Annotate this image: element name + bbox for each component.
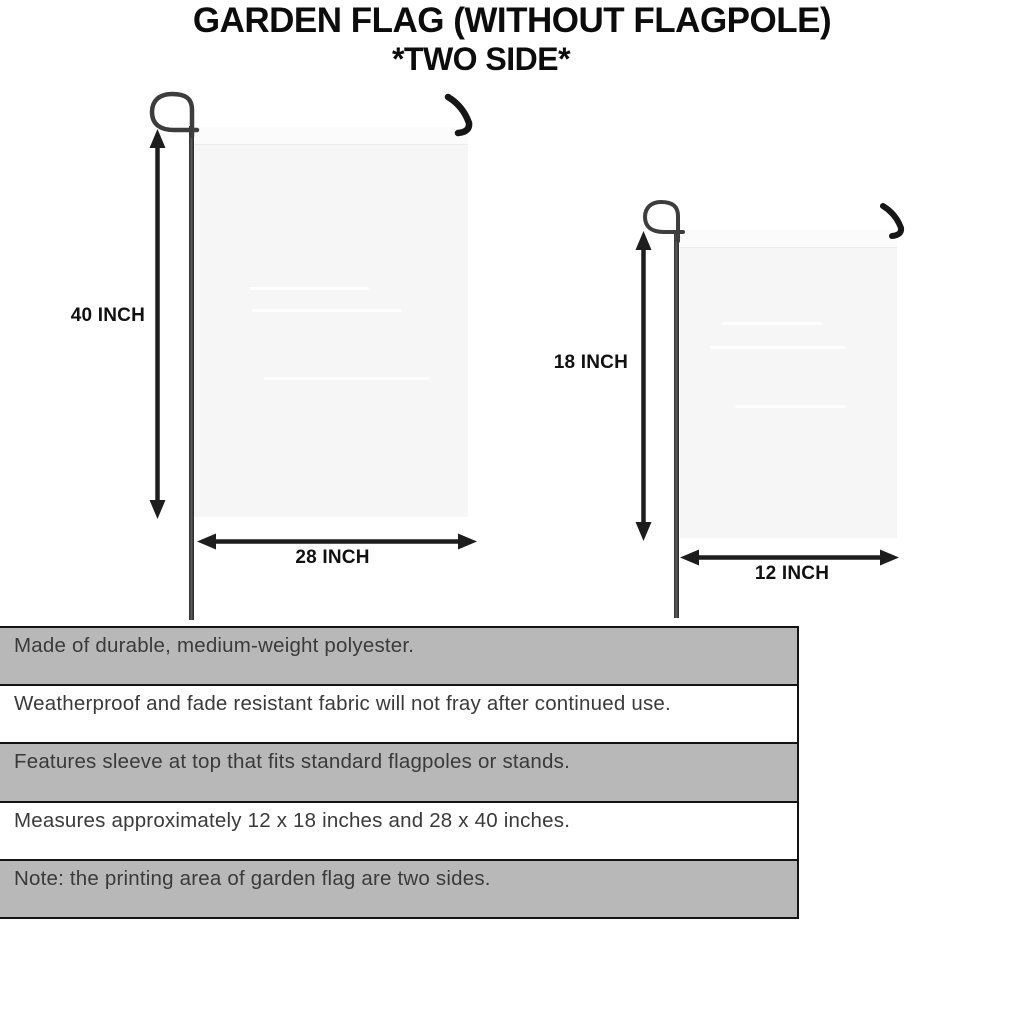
feature-text: Features sleeve at top that fits standard flagpoles or stands. xyxy=(14,750,570,774)
small-flag-hook-icon xyxy=(879,202,911,242)
feature-row xyxy=(0,684,797,742)
large-height-label: 40 INCH xyxy=(70,305,145,326)
large-flag-sleeve xyxy=(194,127,468,145)
feature-text: Weatherproof and fade resistant fabric will not fray after continued use. xyxy=(14,692,671,716)
small-width-label: 12 INCH xyxy=(754,563,830,584)
title-line-2: *TWO SIDE* xyxy=(391,40,571,77)
large-flag-hook-icon xyxy=(443,92,479,140)
page-title xyxy=(0,2,1024,77)
small-height-label: 18 INCH xyxy=(553,352,628,373)
feature-row xyxy=(0,742,797,800)
feature-text: Note: the printing area of garden flag are two sides. xyxy=(14,866,491,890)
feature-row xyxy=(0,801,797,859)
small-height-arrow xyxy=(630,230,657,542)
feature-table xyxy=(0,626,799,919)
fold-crease xyxy=(722,322,822,325)
fold-crease xyxy=(735,405,845,408)
feature-row xyxy=(0,628,797,684)
title-line-1: GARDEN FLAG (WITHOUT FLAGPOLE) xyxy=(192,1,832,40)
large-width-label: 28 INCH xyxy=(295,547,370,568)
small-flag-sleeve xyxy=(680,230,897,248)
large-flagpole xyxy=(189,126,194,620)
fold-crease xyxy=(252,309,402,312)
large-height-arrow xyxy=(144,128,171,520)
fold-crease xyxy=(249,287,369,290)
fold-crease xyxy=(710,346,845,349)
fold-crease xyxy=(264,377,429,380)
small-flag-cloth xyxy=(680,230,897,538)
feature-text: Made of durable, medium-weight polyester. xyxy=(14,634,415,657)
large-flag-cloth xyxy=(194,127,468,517)
feature-row xyxy=(0,859,797,917)
feature-text: Measures approximately 12 x 18 inches and 28 x 40 inches. xyxy=(14,808,571,832)
